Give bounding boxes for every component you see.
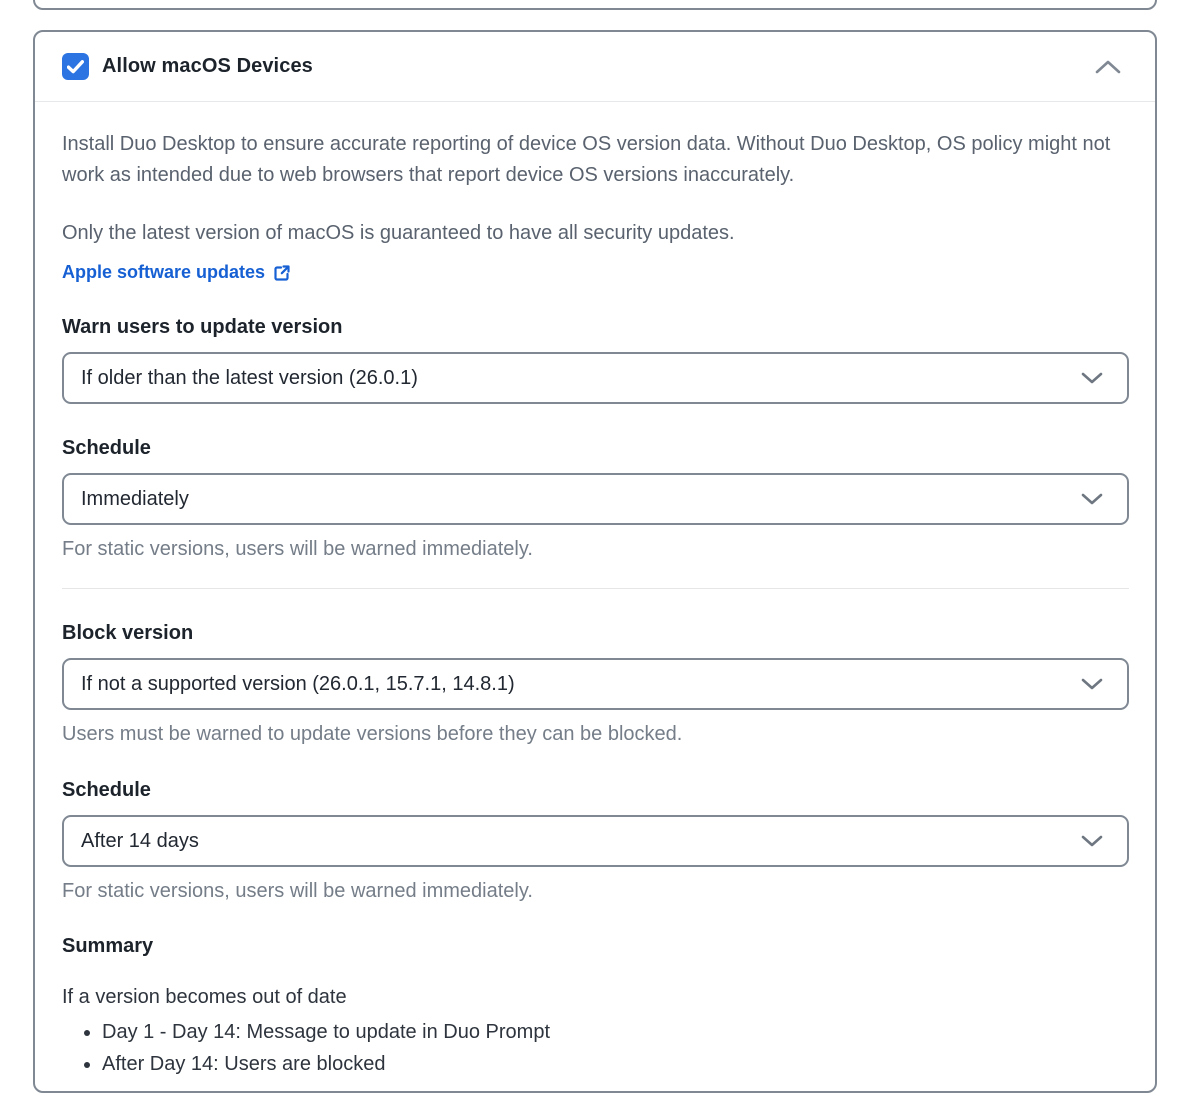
block-schedule-selected-value: After 14 days [81, 829, 199, 852]
summary-bullet-block-after: • After Day 14: Users are blocked [102, 1048, 1129, 1080]
card-title: Allow macOS Devices [102, 55, 313, 77]
apple-software-updates-link[interactable] [62, 262, 291, 283]
warn-schedule-selected-value: Immediately [81, 487, 189, 510]
summary-list [62, 1016, 1129, 1080]
block-schedule-field [62, 779, 1129, 903]
latest-version-description: Only the latest version of macOS is guaranteed to have all security updates. [62, 222, 735, 244]
collapse-section-button[interactable] [1091, 56, 1125, 78]
block-version-helper: Users must be warned to update versions before they can be blocked. [62, 723, 683, 745]
link-row [62, 262, 1129, 283]
warn-schedule-label: Schedule [62, 437, 151, 459]
chevron-down-icon [1081, 372, 1103, 384]
warn-version-field [62, 316, 1129, 404]
duo-desktop-description: Install Duo Desktop to ensure accurate reporting of device OS version data. Without Duo Desktop, OS policy might not work as intended due to web browsers that report device OS versions inaccurately. [62, 133, 1111, 186]
warn-version-label: Warn users to update version [62, 316, 343, 338]
external-link-icon [273, 264, 291, 282]
chevron-up-icon [1095, 60, 1121, 74]
warn-schedule-field [62, 437, 1129, 561]
section-divider [62, 588, 1129, 589]
warn-version-selected-value: If older than the latest version (26.0.1) [81, 366, 418, 389]
block-schedule-helper: For static versions, users will be warned immediately. [62, 880, 533, 902]
chevron-down-icon [1081, 678, 1103, 690]
warn-schedule-helper: For static versions, users will be warned immediately. [62, 538, 533, 560]
warn-version-select[interactable] [62, 352, 1129, 404]
summary-section [62, 935, 1129, 1080]
warn-schedule-select[interactable] [62, 473, 1129, 525]
previous-policy-card-edge [33, 0, 1157, 10]
card-body [35, 102, 1155, 1080]
block-version-label: Block version [62, 622, 194, 644]
block-version-select[interactable] [62, 658, 1129, 710]
allow-macos-devices-card [33, 30, 1157, 1093]
block-schedule-label: Schedule [62, 779, 151, 801]
chevron-down-icon [1081, 835, 1103, 847]
card-header [35, 32, 1155, 102]
summary-intro: If a version becomes out of date [62, 986, 347, 1008]
apple-software-updates-label: Apple software updates [62, 262, 266, 282]
summary-title: Summary [62, 935, 154, 957]
summary-bullet-warn-window: • Day 1 - Day 14: Message to update in Duo Prompt [102, 1016, 1129, 1048]
block-version-field [62, 622, 1129, 746]
checkmark-icon [67, 60, 84, 74]
block-version-selected-value: If not a supported version (26.0.1, 15.7.1, 14.8.1) [81, 672, 515, 695]
block-schedule-select[interactable] [62, 815, 1129, 867]
allow-macos-checkbox[interactable] [62, 53, 89, 80]
chevron-down-icon [1081, 493, 1103, 505]
